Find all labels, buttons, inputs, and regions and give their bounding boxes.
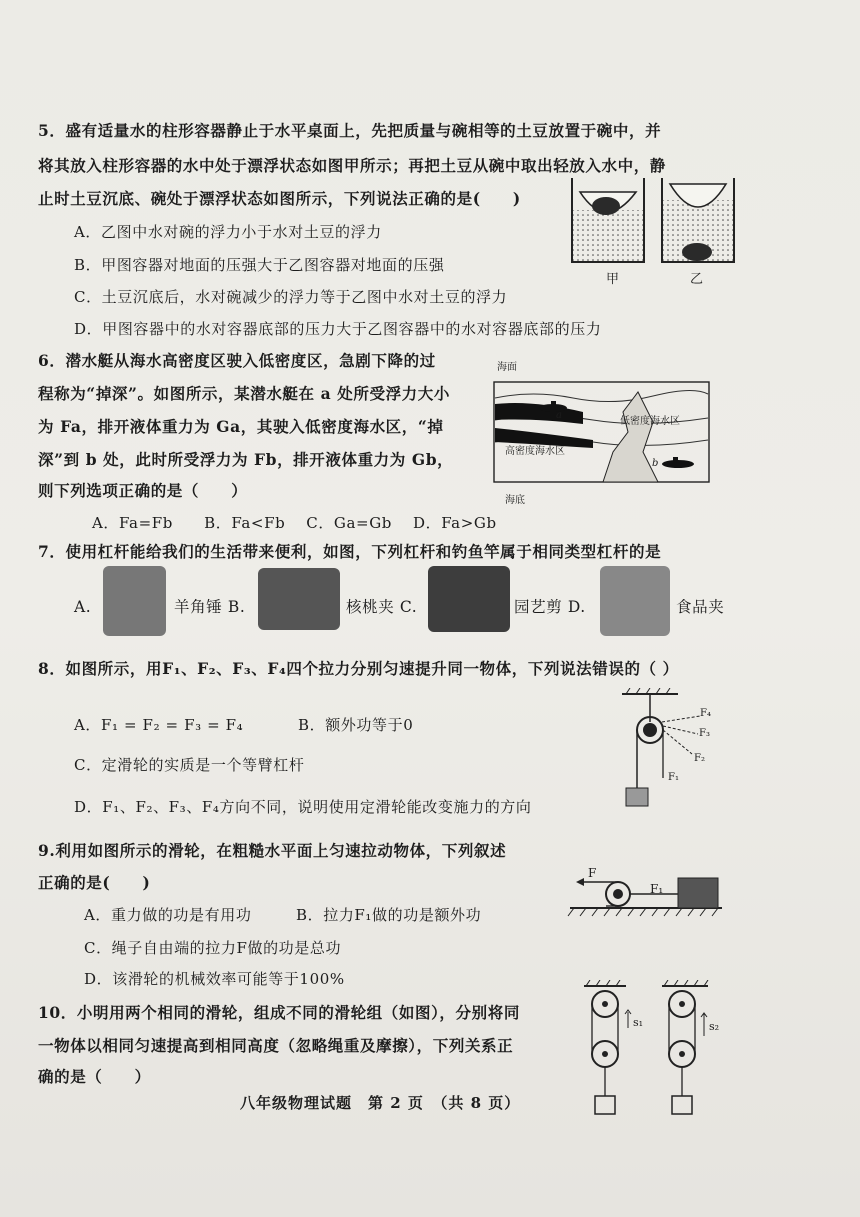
q6-label-low: 低密度海水区 — [620, 416, 680, 427]
q6-stem-line-5: 则下列选项正确的是（ ） — [38, 481, 248, 500]
q6-label-surface: 海面 — [497, 362, 517, 373]
q8-option-b: B．额外功等于0 — [298, 716, 414, 734]
q5-stem-line-3: 止时土豆沉底、碗处于漂浮状态如图所示，下列说法正确的是( ) — [38, 189, 521, 208]
q8-label-f4: F₄ — [700, 708, 711, 719]
q6-stem-line-3: 为 Fa，排开液体重力为 Ga，其驶入低密度海水区，“掉 — [38, 417, 444, 436]
q8-option-d: D．F₁、F₂、F₃、F₄方向不同，说明使用定滑轮能改变施力的方向 — [74, 798, 532, 816]
q5-stem-line-2: 将其放入柱形容器的水中处于漂浮状态如图甲所示；再把土豆从碗中取出轻放入水中，静 — [38, 156, 666, 175]
q10-stem-line-3: 确的是（ ） — [38, 1067, 151, 1086]
nutcracker-photo-icon — [258, 568, 340, 630]
q9-label-f: F — [588, 866, 597, 880]
q5-stem-line-1: 5．盛有适量水的柱形容器静止于水平桌面上，先把质量与碗相等的土豆放置于碗中，并 — [38, 121, 662, 140]
q9-stem-line-1: 9.利用如图所示的滑轮，在粗糙水平面上匀速拉动物体，下列叙述 — [38, 841, 507, 860]
q7-option-d-label: 园艺剪 D. — [514, 598, 586, 616]
q7-option-b-label: 羊角锤 B. — [174, 598, 246, 616]
q6-label-bottom: 海底 — [505, 495, 525, 506]
q6-stem-line-1: 6．潜水艇从海水高密度区驶入低密度区，急剧下降的过 — [38, 351, 436, 370]
q6-stem-line-2: 程称为“掉深”。如图所示，某潜水艇在 a 处所受浮力大小 — [38, 384, 450, 403]
q9-option-d: D．该滑轮的机械效率可能等于100% — [84, 970, 345, 988]
q6-label-a: a — [556, 410, 562, 421]
q5-label-jia: 甲 — [606, 272, 620, 287]
q6-label-high: 高密度海水区 — [505, 446, 565, 457]
q5-figure — [566, 178, 746, 278]
q8-label-f3: F₃ — [699, 728, 710, 739]
q8-option-c: C．定滑轮的实质是一个等臂杠杆 — [74, 756, 305, 774]
q5-option-d: D．甲图容器中的水对容器底部的压力大于乙图容器中的水对容器底部的压力 — [74, 320, 602, 338]
q9-option-c: C．绳子自由端的拉力F做的功是总功 — [84, 939, 342, 957]
q5-option-b: B．甲图容器对地面的压强大于乙图容器对地面的压强 — [74, 256, 445, 274]
q5-option-a: A．乙图中水对碗的浮力小于水对土豆的浮力 — [74, 223, 382, 241]
q10-stem-line-1: 10．小明用两个相同的滑轮，组成不同的滑轮组（如图），分别将同 — [38, 1003, 520, 1022]
q8-option-a: A．F₁ = F₂ = F₃ = F₄ — [74, 716, 244, 734]
q10-label-s1: s₁ — [633, 1016, 644, 1029]
page-footer: 八年级物理试题 第 2 页 （共 8 页） — [240, 1094, 521, 1112]
q9-label-f1: F₁ — [650, 882, 664, 896]
q7-option-c-label: 核桃夹 C. — [346, 598, 418, 616]
q9-option-b: B．拉力F₁做的功是额外功 — [296, 906, 482, 924]
q6-stem-line-4: 深”到 b 处，此时所受浮力为 Fb，排开液体重力为 Gb， — [38, 450, 454, 469]
q8-label-f1: F₁ — [668, 772, 679, 783]
food-tongs-photo-icon — [600, 566, 670, 636]
q9-option-a: A．重力做的功是有用功 — [84, 906, 252, 924]
q5-label-yi: 乙 — [690, 272, 704, 287]
q6-figure — [493, 372, 711, 490]
q5-option-c: C．土豆沉底后，水对碗减少的浮力等于乙图中水对土豆的浮力 — [74, 288, 508, 306]
q7-stem: 7．使用杠杆能给我们的生活带来便利，如图，下列杠杆和钓鱼竿属于相同类型杠杆的是 — [38, 542, 662, 561]
q8-figure — [618, 688, 718, 812]
q10-stem-line-2: 一物体以相同匀速提高到相同高度（忽略绳重及摩擦），下列关系正 — [38, 1036, 514, 1055]
q10-label-s2: s₂ — [709, 1020, 720, 1033]
q8-stem: 8．如图所示，用F₁、F₂、F₃、F₄四个拉力分别匀速提升同一物体，下列说法错误的（ ） — [38, 659, 679, 678]
q7-option-a-label: A. — [74, 598, 92, 616]
hammer-photo-icon — [103, 566, 166, 636]
q9-stem-line-2: 正确的是( ) — [38, 873, 151, 892]
q7-option-d-name: 食品夹 — [676, 598, 725, 616]
q10-figure — [576, 980, 726, 1120]
q6-label-b: b — [652, 458, 659, 469]
q8-label-f2: F₂ — [694, 753, 705, 764]
garden-shears-photo-icon — [428, 566, 510, 632]
q6-options: A．Fa=Fb B．Fa<Fb C．Ga=Gb D．Fa>Gb — [92, 514, 497, 532]
